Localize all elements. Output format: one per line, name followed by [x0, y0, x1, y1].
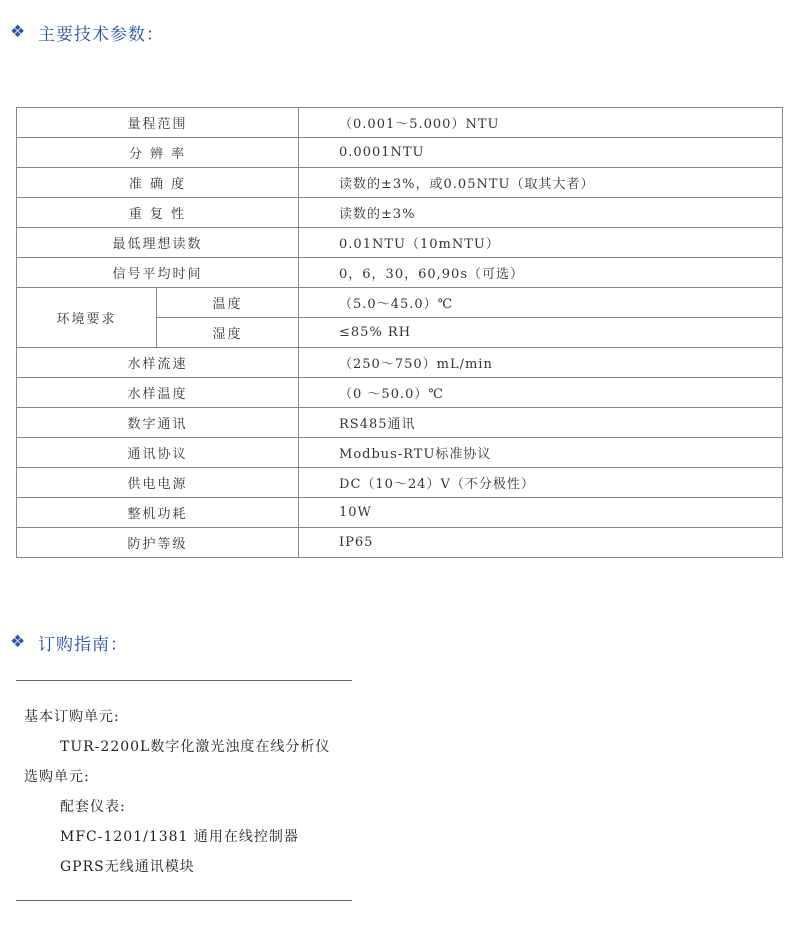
section-title: 主要技术参数： — [38, 25, 164, 45]
table-row — [17, 138, 783, 168]
table-row — [17, 498, 783, 528]
divider — [16, 680, 352, 681]
spec-table — [16, 107, 783, 558]
spec-group-label: 环境要求 — [17, 288, 157, 348]
diamond-bullet-icon: ❖ — [10, 22, 26, 42]
spec-label: 重 复 性 — [17, 198, 299, 228]
spec-label: 水样温度 — [17, 378, 299, 408]
table-row — [17, 438, 783, 468]
spec-label: 供电电源 — [17, 468, 299, 498]
divider — [16, 900, 352, 901]
spec-value: 读数的±3%，或0.05NTU（取其大者） — [299, 168, 783, 198]
spec-label: 准 确 度 — [17, 168, 299, 198]
spec-label: 通讯协议 — [17, 438, 299, 468]
spec-label: 整机功耗 — [17, 498, 299, 528]
table-row — [17, 108, 783, 138]
section-title: 订购指南： — [38, 635, 128, 655]
spec-value: （5.0～45.0）℃ — [299, 288, 783, 318]
spec-label: 量程范围 — [17, 108, 299, 138]
spec-value: DC（10～24）V（不分极性） — [299, 468, 783, 498]
table-row — [17, 528, 783, 558]
spec-value: （250～750）mL/min — [299, 348, 783, 378]
spec-label: 水样流速 — [17, 348, 299, 378]
spec-sublabel: 温度 — [157, 288, 299, 318]
table-row — [17, 408, 783, 438]
table-row — [17, 348, 783, 378]
section-heading-ordering — [10, 630, 128, 655]
spec-value: 0.01NTU（10mNTU） — [299, 228, 783, 258]
section-heading-specs — [10, 20, 164, 45]
spec-sublabel: 湿度 — [157, 318, 299, 348]
spec-label: 最低理想读数 — [17, 228, 299, 258]
spec-value: ≤85% RH — [299, 318, 783, 348]
spec-value: （0.001～5.000）NTU — [299, 108, 783, 138]
spec-value: 0.0001NTU — [299, 138, 783, 168]
spec-value: Modbus-RTU标准协议 — [299, 438, 783, 468]
basic-unit-item: TUR-2200L数字化激光浊度在线分析仪 — [60, 739, 331, 755]
optional-unit-item: MFC-1201/1381 通用在线控制器 — [60, 829, 299, 845]
table-row — [17, 468, 783, 498]
spec-value: （0 ～50.0）℃ — [299, 378, 783, 408]
spec-label: 信号平均时间 — [17, 258, 299, 288]
basic-unit-heading: 基本订购单元: — [24, 709, 120, 725]
spec-value: 10W — [299, 498, 783, 528]
table-row — [17, 258, 783, 288]
spec-label: 分 辨 率 — [17, 138, 299, 168]
table-row — [17, 288, 783, 318]
optional-unit-item: GPRS无线通讯模块 — [60, 859, 195, 875]
spec-value: 读数的±3% — [299, 198, 783, 228]
spec-value: RS485通讯 — [299, 408, 783, 438]
spec-value: 0，6，30，60,90s（可选） — [299, 258, 783, 288]
table-row — [17, 378, 783, 408]
optional-unit-subheading: 配套仪表: — [60, 799, 126, 815]
optional-unit-heading: 选购单元: — [24, 769, 90, 785]
table-row — [17, 168, 783, 198]
table-row — [17, 228, 783, 258]
diamond-bullet-icon: ❖ — [10, 632, 26, 652]
spec-label: 数字通讯 — [17, 408, 299, 438]
spec-value: IP65 — [299, 528, 783, 558]
spec-label: 防护等级 — [17, 528, 299, 558]
table-row — [17, 198, 783, 228]
